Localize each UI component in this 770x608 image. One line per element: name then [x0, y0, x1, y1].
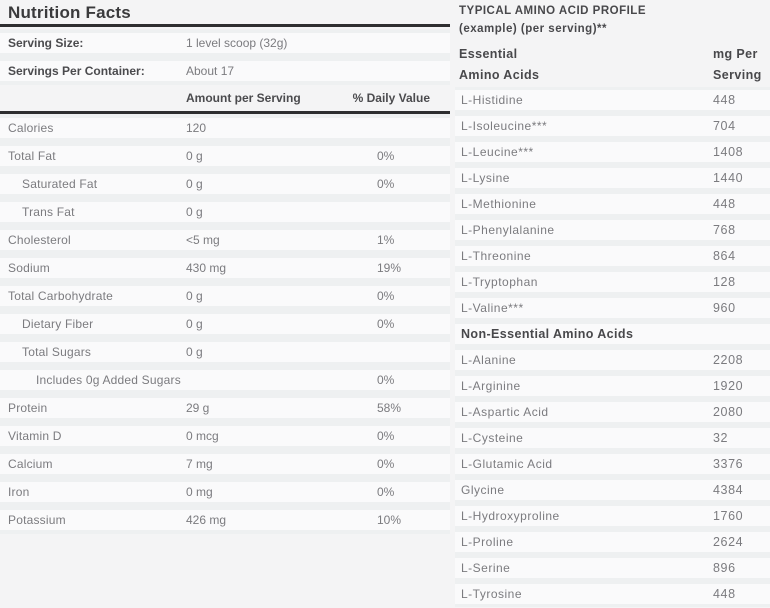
amino-acid-mg-value: 1920	[713, 379, 744, 393]
amino-acid-name: L-Isoleucine***	[461, 119, 548, 133]
nutrient-amount: 430 mg	[186, 261, 227, 275]
nutrient-name: Saturated Fat	[22, 177, 98, 191]
nutrient-amount: <5 mg	[186, 233, 220, 247]
amino-acid-name: L-Proline	[461, 535, 514, 549]
table-row	[0, 338, 450, 366]
amino-acid-name: Glycine	[461, 483, 505, 497]
header-line: Amino Acids	[459, 68, 540, 82]
table-row	[0, 394, 450, 422]
table-row	[455, 87, 770, 113]
table-row	[0, 366, 450, 394]
table-row	[455, 295, 770, 321]
serving-info-row	[0, 29, 450, 57]
mg-per-serving-header	[713, 44, 762, 86]
table-row	[455, 425, 770, 451]
amino-acid-name: L-Phenylalanine	[461, 223, 555, 237]
amino-acid-mg-value: 2080	[713, 405, 744, 419]
amino-acid-name: L-Leucine***	[461, 145, 534, 159]
daily-value-column-header: % Daily Value	[352, 91, 430, 105]
table-row	[455, 399, 770, 425]
nutrient-daily-value: 0%	[377, 289, 395, 303]
amino-acid-name: L-Lysine	[461, 171, 510, 185]
table-row	[455, 139, 770, 165]
table-row	[0, 478, 450, 506]
nutrient-daily-value: 58%	[377, 401, 402, 415]
table-row	[455, 503, 770, 529]
amino-acid-mg-value: 1440	[713, 171, 744, 185]
nutrient-daily-value: 0%	[377, 485, 395, 499]
amino-acid-name: L-Valine***	[461, 301, 524, 315]
table-row	[455, 217, 770, 243]
section-header-row	[455, 321, 770, 347]
amino-acid-name: L-Histidine	[461, 93, 524, 107]
serving-info-row	[0, 57, 450, 85]
header-line: Essential	[459, 47, 518, 61]
nutrient-amount: 0 mcg	[186, 429, 219, 443]
table-row	[0, 310, 450, 338]
amino-acid-mg-value: 448	[713, 93, 736, 107]
amino-acid-mg-value: 768	[713, 223, 736, 237]
nutrient-daily-value: 1%	[377, 233, 395, 247]
nutrient-name: Total Carbohydrate	[8, 289, 113, 303]
amino-acid-mg-value: 1408	[713, 145, 744, 159]
nutrient-daily-value: 0%	[377, 457, 395, 471]
table-row	[0, 282, 450, 310]
nutrient-amount: 0 g	[186, 317, 203, 331]
nutrient-amount: 120	[186, 121, 207, 135]
serving-info-value: 1 level scoop (32g)	[186, 36, 288, 50]
table-row	[455, 243, 770, 269]
nutrient-name: Iron	[8, 485, 30, 499]
amino-acid-name: L-Hydroxyproline	[461, 509, 560, 523]
amino-acid-name: L-Arginine	[461, 379, 521, 393]
table-row	[0, 506, 450, 534]
table-row	[455, 529, 770, 555]
nutrient-name: Includes 0g Added Sugars	[36, 373, 181, 387]
header-line: Serving	[713, 68, 762, 82]
nutrient-name: Cholesterol	[8, 233, 71, 247]
nutrient-name: Trans Fat	[22, 205, 75, 219]
divider	[0, 24, 450, 27]
header-line: mg Per	[713, 47, 758, 61]
section-header-label: Non-Essential Amino Acids	[461, 327, 634, 341]
nutrition-rows	[0, 114, 450, 534]
amino-acid-mg-value: 448	[713, 587, 736, 601]
amino-acid-name: L-Cysteine	[461, 431, 524, 445]
amino-rows	[455, 87, 770, 607]
nutrient-daily-value: 0%	[377, 149, 395, 163]
table-row	[0, 170, 450, 198]
table-row	[0, 142, 450, 170]
table-row	[0, 254, 450, 282]
amino-acid-mg-value: 448	[713, 197, 736, 211]
nutrient-daily-value: 0%	[377, 317, 395, 331]
nutrient-daily-value: 0%	[377, 429, 395, 443]
nutrient-name: Total Fat	[8, 149, 56, 163]
table-row	[455, 191, 770, 217]
table-row	[455, 555, 770, 581]
table-row	[455, 165, 770, 191]
nutrient-name: Sodium	[8, 261, 50, 275]
serving-info-label: Serving Size:	[8, 36, 84, 50]
table-row	[0, 198, 450, 226]
amino-acid-mg-value: 704	[713, 119, 736, 133]
serving-info-value: About 17	[186, 64, 235, 78]
amino-acid-name: L-Aspartic Acid	[461, 405, 549, 419]
amino-acid-mg-value: 864	[713, 249, 736, 263]
nutrient-daily-value: 0%	[377, 373, 395, 387]
nutrient-amount: 29 g	[186, 401, 210, 415]
table-row	[0, 114, 450, 142]
serving-info-block	[0, 29, 450, 85]
amino-acid-mg-value: 1760	[713, 509, 744, 523]
amino-acid-mg-value: 128	[713, 275, 736, 289]
table-row	[455, 347, 770, 373]
nutrient-amount: 0 g	[186, 149, 203, 163]
nutrient-amount: 0 mg	[186, 485, 213, 499]
amino-acid-name: L-Serine	[461, 561, 511, 575]
table-row	[455, 581, 770, 607]
amino-acid-name: L-Alanine	[461, 353, 517, 367]
amino-acid-mg-value: 32	[713, 431, 729, 445]
amino-acid-profile-panel	[455, 0, 770, 608]
table-row	[0, 226, 450, 254]
nutrient-daily-value: 0%	[377, 177, 395, 191]
nutrient-amount: 7 mg	[186, 457, 213, 471]
nutrient-name: Dietary Fiber	[22, 317, 94, 331]
table-row	[0, 450, 450, 478]
table-row	[455, 269, 770, 295]
nutrition-facts-title: Nutrition Facts	[8, 3, 131, 22]
essential-amino-acids-header	[459, 44, 539, 86]
amino-acid-name: L-Glutamic Acid	[461, 457, 553, 471]
nutrient-amount: 0 g	[186, 289, 203, 303]
amino-profile-title	[459, 2, 646, 38]
amino-acid-name: L-Methionine	[461, 197, 537, 211]
nutrient-amount: 0 g	[186, 205, 203, 219]
amino-acid-name: L-Threonine	[461, 249, 532, 263]
amino-acid-mg-value: 3376	[713, 457, 744, 471]
nutrient-name: Potassium	[8, 513, 66, 527]
nutrient-amount: 0 g	[186, 177, 203, 191]
nutrient-name: Calcium	[8, 457, 53, 471]
nutrient-daily-value: 10%	[377, 513, 402, 527]
amino-acid-mg-value: 960	[713, 301, 736, 315]
amino-acid-mg-value: 2208	[713, 353, 744, 367]
nutrient-daily-value: 19%	[377, 261, 402, 275]
serving-info-label: Servings Per Container:	[8, 64, 145, 78]
column-header-row	[0, 85, 450, 111]
nutrient-name: Total Sugars	[22, 345, 92, 359]
amino-acid-name: L-Tyrosine	[461, 587, 523, 601]
table-row	[0, 422, 450, 450]
amino-acid-name: L-Tryptophan	[461, 275, 538, 289]
table-row	[455, 451, 770, 477]
nutrient-amount: 0 g	[186, 345, 203, 359]
amino-acid-mg-value: 2624	[713, 535, 744, 549]
nutrient-name: Vitamin D	[8, 429, 62, 443]
amino-profile-title-line1: TYPICAL AMINO ACID PROFILE	[459, 5, 646, 17]
amino-acid-mg-value: 896	[713, 561, 736, 575]
nutrient-amount: 426 mg	[186, 513, 227, 527]
amount-column-header: Amount per Serving	[186, 91, 301, 105]
table-row	[455, 373, 770, 399]
table-row	[455, 477, 770, 503]
table-row	[455, 113, 770, 139]
nutrient-name: Protein	[8, 401, 48, 415]
nutrient-name: Calories	[8, 121, 54, 135]
amino-acid-mg-value: 4384	[713, 483, 744, 497]
amino-profile-title-line2: (example) (per serving)**	[459, 23, 607, 35]
